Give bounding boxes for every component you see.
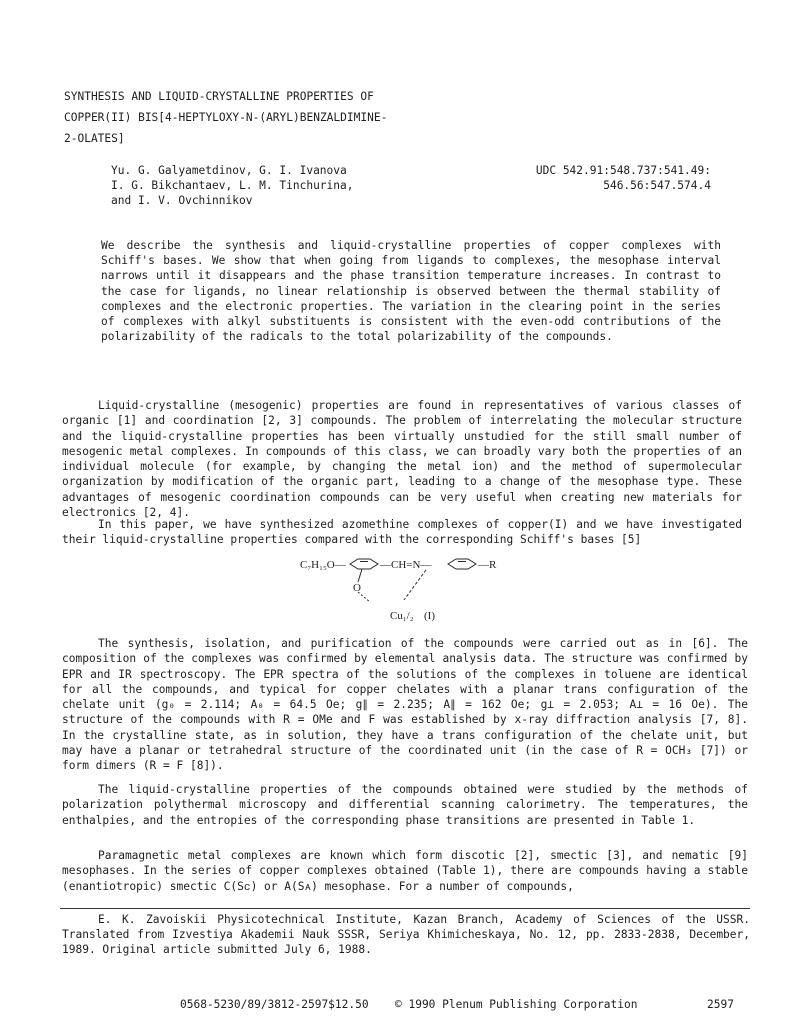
oxygen-atom: O <box>353 582 361 594</box>
body-paragraph-1: Liquid-crystalline (mesogenic) properties are found in representatives of various classes of organic [1] and coordination [2, 3] compounds. The problem of interrelating the molecular structure and the liquid-crystalline properties has been virtually unstudied for the still small number of mesogenic metal complexes. In compounds of this class, we can broadly vary both the properties of an individual molecule (for example, by changing the metal ion) and the method of supermolecular organization by modification of the organic part, leading to a change of the mesophase type. These advantages of mesogenic coordination compounds can be very useful when creating new materials for electronics [2, 4]. <box>62 399 742 520</box>
chemical-structure-formula <box>300 556 530 628</box>
udc-classification <box>536 163 711 193</box>
abstract: We describe the synthesis and liquid-crystalline properties of copper complexes with Schiff's bases. We show that when going from ligands to complexes, the mesophase interval narrows until it disappears and the phase transition temperature increases. In contrast to the case for ligands, no linear relationship is observed between the thermal stability of complexes and the electronic properties. The variation in the clearing point in the series of complexes with alkyl substituents is consistent with the even-odd contributions of the polarizability of the radicals to the total polarizability of the compounds. <box>101 239 721 344</box>
title-line-2: COPPER(II) BIS[4-HEPTYLOXY-N-(ARYL)BENZALDIMINE- <box>64 111 388 124</box>
article-title <box>64 86 584 149</box>
azomethine-group: —CH=N— <box>380 559 432 571</box>
benzene-ring-right <box>448 559 476 569</box>
affiliation-footnote: E. K. Zavoiskii Physicotechnical Institute, Kazan Branch, Academy of Sciences of the USSR. Translated from Izvestiya Akademii Nauk SSSR, Seriya Khimicheskaya, No. 12, pp. 2833-2838, December, 1989. Original article submitted July 6, 1988. <box>62 913 750 956</box>
udc-line-1: UDC 542.91:548.737:541.49: <box>535 164 711 177</box>
author-line-3: and I. V. Ovchinnikov <box>111 194 253 207</box>
page-number: 2597 <box>707 998 734 1011</box>
footnote-divider <box>60 908 750 909</box>
body-paragraph-4: The liquid-crystalline properties of the compounds obtained were studied by the methods of polarization polythermal microscopy and differential scanning calorimetry. The temperatures, the enthalpies, and the entropies of the corresponding phase transitions are presented in Table 1. <box>62 783 748 827</box>
author-list <box>111 163 353 208</box>
body-paragraph-2: In this paper, we have synthesized azomethine complexes of copper(I) and we have investigated their liquid-crystalline properties compared with the corresponding Schiff's bases [5] <box>62 518 742 547</box>
copyright-notice: © 1990 Plenum Publishing Corporation <box>395 998 638 1011</box>
benzene-ring-left <box>350 559 378 569</box>
compound-label: (I) <box>424 610 435 622</box>
article-code: 0568-5230/89/3812-2597$12.50 <box>180 998 369 1011</box>
substituent-r: —R <box>478 559 497 571</box>
body-paragraph-5: Paramagnetic metal complexes are known which form discotic [2], smectic [3], and nematic [9] mesophases. In the series of copper complexes obtained (Table 1), there are compounds having a stable (enantiotropic) smectic C(Sᴄ) or A(Sᴀ) mesophase. For a number of compounds, <box>62 849 748 893</box>
author-line-2: I. G. Bikchantaev, L. M. Tinchurina, <box>111 179 354 192</box>
bond-nitrogen-copper <box>404 570 426 600</box>
copper-atom: Cu₁/₂ <box>390 610 414 622</box>
title-line-3: 2-OLATES] <box>64 132 125 145</box>
udc-line-2: 546.56:547.574.4 <box>603 179 711 192</box>
author-line-1: Yu. G. Galyametdinov, G. I. Ivanova <box>111 164 347 177</box>
heptyloxy-group: C₇H₁₅O— <box>300 559 346 571</box>
body-paragraph-3: The synthesis, isolation, and purification of the compounds were carried out as in [6]. The composition of the complexes was confirmed by elemental analysis data. The structure was confirmed by EPR and IR spectroscopy. The EPR spectra of the solutions of the complexes in toluene are identical for all the compounds, and typical for copper chelates with a planar trans configuration of the chelate unit (g₀ = 2.114; A₀ = 64.5 Oe; g∥ = 2.235; A∥ = 162 Oe; g⊥ = 2.053; A⊥ = 16 Oe). The structure of the compounds with R = OMe and F was established by x-ray diffraction analysis [7, 8]. In the crystalline state, as in solution, they have a trans configuration of the chelate unit, but may have a planar or tetrahedral structure of the coordinated unit (in the case of R = OCH₃ [7]) or form dimers (R = F [8]). <box>62 637 748 773</box>
title-line-1: SYNTHESIS AND LIQUID-CRYSTALLINE PROPERTIES OF <box>64 90 374 103</box>
